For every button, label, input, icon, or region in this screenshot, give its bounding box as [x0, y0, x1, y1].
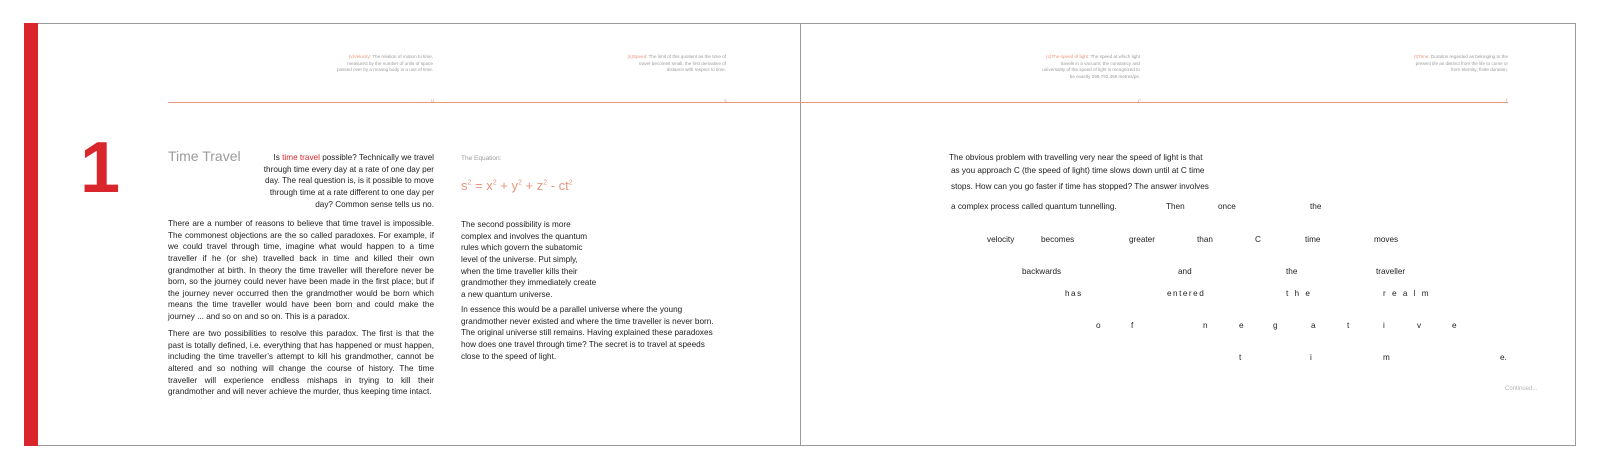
scatter-word: entered — [1167, 289, 1206, 298]
scatter-word: a — [1311, 321, 1316, 330]
scatter-word: velocity — [987, 235, 1015, 244]
scatter-word: time — [1305, 235, 1321, 244]
paradox-paragraph: There are a number of reasons to believe that time travel is impossible. The commonest objections are the so called paradoxes. For example, if we could travel through time, imagine what would happen to a time traveller if he (or she) travelled back in time and killed their own grandmother at birth. In theory the time traveller will therefore never be born, so the journey could never have been made in the first place; but if the journey never occurred then the grandmother would be born which means the time traveller would have been born and could make the journey ... and so on and so on. This is a paradox. — [168, 219, 434, 322]
scatter-word: v — [1417, 321, 1422, 330]
scatter-word: o — [1096, 321, 1101, 330]
rule-tick-v: v — [431, 99, 434, 105]
scatter-word: t — [1239, 353, 1242, 362]
scatter-word: and — [1178, 267, 1192, 276]
scatter-word: m — [1383, 353, 1390, 362]
right-line-4: a complex process called quantum tunnelling. — [951, 202, 1117, 211]
intro-highlight: time travel — [282, 153, 320, 162]
scatter-word: t h e — [1286, 289, 1312, 298]
scatter-word: the — [1286, 267, 1298, 276]
scatter-word: Then — [1166, 202, 1185, 211]
scatter-word: i — [1383, 321, 1385, 330]
scatter-word: once — [1218, 202, 1236, 211]
equation-label: The Equation: — [461, 155, 502, 162]
scatter-word: the — [1310, 202, 1322, 211]
possibilities-paragraph: There are two possibilities to resolve this paradox. The first is that the past is totally defined, i.e. everything that has happened or must happen, including the time traveller’s attempt to kill his grandmother, cannot be altered and so nothing will change the course of history. The time traveller will experience endless mishaps in trying to kill their grandmother and will never achieve the murder, thus keeping time intact. — [168, 329, 434, 397]
intro-paragraph: Is time travel possible? Technically we travel through time every day at a rate of one day per day. The real question is, is it possible to move through time at a rate different to one day per day? Common sense tells us no. — [263, 153, 434, 209]
scatter-word: traveller — [1376, 267, 1406, 276]
right-line-2: as you approach C (the speed of light) time slows down until at C time — [951, 166, 1205, 175]
scatter-word: i — [1310, 353, 1312, 362]
scatter-word: r e a l m — [1383, 289, 1431, 298]
scatter-word: e — [1239, 321, 1244, 330]
sidenote-velocity: (v)Velocity: The relation of motion to time, measured by the number of units of space passed over by a moving body in a unit of time. — [336, 54, 433, 73]
scatter-word: than — [1197, 235, 1213, 244]
continued-label: Continued... — [1505, 386, 1538, 392]
scatter-word: f — [1131, 321, 1134, 330]
second-possibility-paragraph: The second possibility is more complex and involves the quantum rules which govern the subatomic level of the universe. Put simply, when the time traveller kills their grandmother they immediately create a new quantum universe. — [461, 220, 597, 299]
section-title: Time Travel — [168, 148, 241, 164]
sidenote-speed-of-light: (c)The speed of light: The speed at which light travels in a vacuum; the constancy and universality of the speed of light is recognized to be exactly 299,792,458 metres/ps. — [1042, 54, 1140, 79]
scatter-word: backwards — [1022, 267, 1062, 276]
equation: $s^2 = x^2 + y^2 + z^2 - ct^2$ — [461, 178, 573, 193]
sidenote-time: (t)Time: Duration regarded as belonging to the present life as distinct from the life to come or from eternity; finite duration. — [1413, 54, 1508, 73]
scatter-word: g — [1273, 321, 1278, 330]
chapter-number: 1 — [80, 128, 121, 208]
essence-paragraph: In essence this would be a parallel universe where the young grandmother never existed and where the time traveller is never born. The original universe still remains. Having explained these paradoxes how does one travel through time? The secret is to travel at speeds close to the speed of light. — [461, 305, 714, 361]
scatter-word: becomes — [1041, 235, 1075, 244]
scatter-word: C — [1255, 235, 1261, 244]
right-line-1: The obvious problem with travelling very near the speed of light is that — [949, 153, 1203, 162]
scatter-word: greater — [1129, 235, 1155, 244]
page-gutter — [800, 23, 801, 446]
rule-tick-s: s — [724, 99, 727, 105]
scatter-word: has — [1065, 289, 1083, 298]
sidenote-rule — [168, 102, 1508, 103]
scatter-word: e — [1452, 321, 1457, 330]
rule-tick-c: c — [1138, 99, 1141, 105]
sidenote-speed: (s)Speed: The limit of this quotient as the time of travel becomes small, the first derivative of distance with respect to time. — [627, 54, 726, 73]
scatter-word: n — [1203, 321, 1208, 330]
rule-tick-t: t — [1506, 99, 1508, 105]
chapter-color-bar — [24, 23, 38, 446]
right-line-3: stops. How can you go faster if time has stopped? The answer involves — [951, 182, 1209, 191]
scatter-word: moves — [1374, 235, 1399, 244]
scatter-word: t — [1347, 321, 1350, 330]
scatter-word: e. — [1500, 353, 1507, 362]
